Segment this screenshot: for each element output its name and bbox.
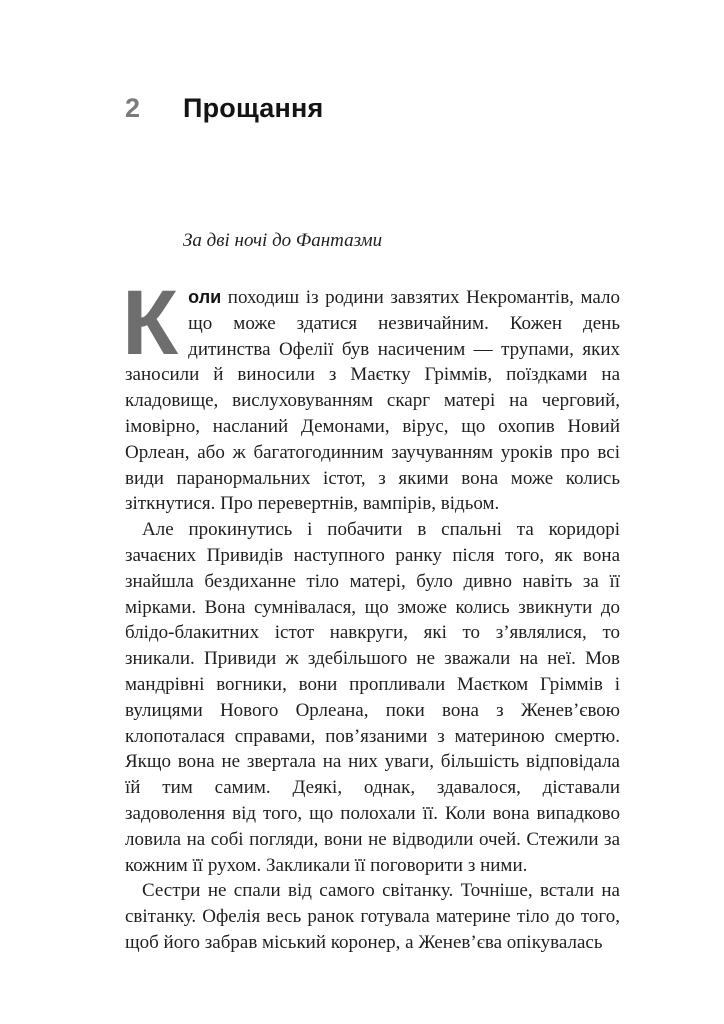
chapter-epigraph: За дві ночі до Фантазми bbox=[183, 230, 383, 251]
dropcap-letter: К bbox=[122, 272, 179, 374]
paragraph-first bbox=[122, 272, 620, 517]
paragraph: Сестри не спали від самого світанку. Точніше, встали на світанку. Офелія весь ранок готувала материне тіло до того, щоб його забрав міський коронер, а Женев’єва опікувалась bbox=[125, 880, 620, 953]
paragraph: Але прокинутись і побачити в спальні та коридорі зачаєних Привидів наступного ранку після того, як вона знайшла бездиханне тіло матері, було дивно навіть за її мірками. Вона сумнівалася, що зможе колись звикнути до блідо-блакитних істот навкруги, які то з’являлися, то зникали. Привиди ж здебільшого не зважали на неї. Мов мандрівні вогники, вони пропливали Маєтком Гріммів і вулицями Нового Орлеана, поки вона з Женев’євою клопоталася справами, пов’язаними з материною смертю. Якщо вона не звертала на них уваги, більшість відповідала їй тим самим. Деякі, однак, здавалося, діставали задоволення від того, що полохали її. Коли вона випадково ловила на собі погляди, вони не відводили очей. Стежили за кожним її рухом. Закликали її поговорити з ними. bbox=[125, 519, 620, 876]
lead-word: оли bbox=[188, 287, 222, 307]
chapter-title: Прощання bbox=[183, 93, 324, 123]
body-text bbox=[122, 272, 620, 956]
chapter-number: 2 bbox=[125, 93, 141, 123]
paragraph-first-text: походиш із родини завзятих Некромантів, мало що може здатися незвичайним. Кожен день дитинства Офелії був насиченим — трупами, яких заносили й виносили з Маєтку Гріммів, поїздками на кладовище, вислуховуванням скарг матері на черговий, імовірно, насланий Демонами, вірус, що охопив Новий Орлеан, або ж багатогодинним заучуванням уроків про всі види паранормальних істот, з якими вона може колись зіткнутися. Про перевертнів, вампірів, відьом. bbox=[125, 287, 620, 515]
chapter-header bbox=[125, 93, 620, 124]
